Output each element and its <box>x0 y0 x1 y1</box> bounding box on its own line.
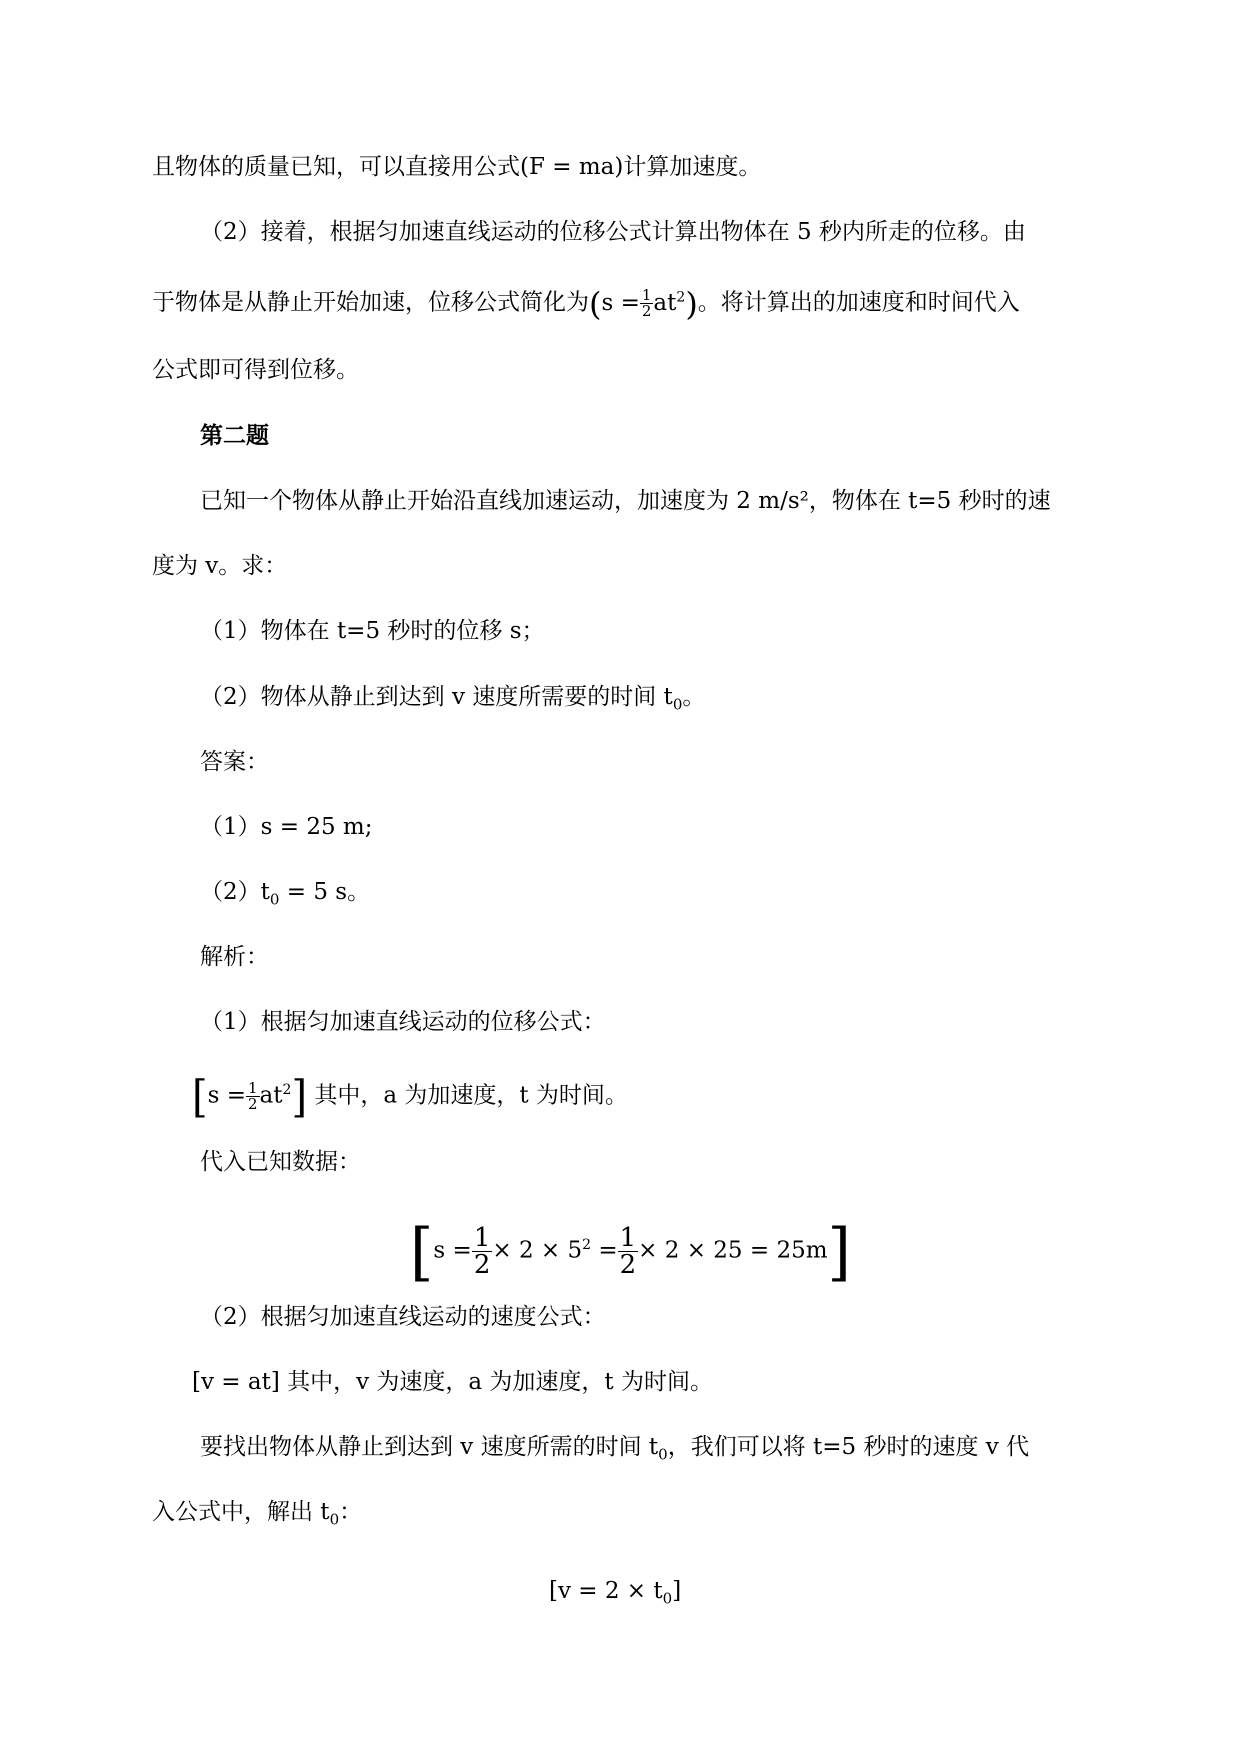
formula-displacement: [s = $\frac{1}{2}$ $at^2$] 其中，a 为加速度，t 为时间。 <box>192 1071 628 1122</box>
paragraph-line <box>152 281 1020 323</box>
fraction: $\frac{1}{2}$ <box>619 1223 637 1281</box>
fraction: $\frac{1}{2}$ <box>641 286 652 321</box>
formula-f-ma: (F = ma) <box>520 154 624 180</box>
answer-1: （1）s = 25 m; <box>200 814 373 840</box>
fraction: $\frac{1}{2}$ <box>248 1079 258 1114</box>
answer-2: $(2)t_0 = 5$ s。 <box>200 879 371 909</box>
problem-line: 度为 v。求： <box>152 553 288 579</box>
formula-velocity: [v = at] 其中，v 为速度，a 为加速度，t 为时间。 <box>192 1369 713 1395</box>
question-2: （2）物体从静止到达到 v 速度所需要的时间 $t_0$。 <box>200 684 706 714</box>
formula-displacement-inline: (s = $\frac{1}{2}$ $at^2$) <box>589 284 698 323</box>
analysis-step-2: （2）根据匀加速直线运动的速度公式： <box>200 1304 606 1330</box>
fraction: $\frac{1}{2}$ <box>473 1223 491 1281</box>
answer-label: 答案： <box>200 749 269 775</box>
find-line-2: 入公式中，解出 $t_0$： <box>152 1499 363 1529</box>
section-title: 第二题 <box>200 422 269 449</box>
analysis-step-1: （1）根据匀加速直线运动的位移公式： <box>200 1009 606 1035</box>
formula-calculation: [s = $\frac{1}{2}$ × $2 \times 5^2$ = $\frac{1}{2}$ × 2 × 25 = 25m] <box>410 1214 851 1289</box>
text: 于物体是从静止开始加速，位移公式简化为 <box>152 289 589 316</box>
find-line-1: 要找出物体从静止到达到 v 速度所需的时间 $t_0$，我们可以将 t=5 秒时的速度 v 代 <box>200 1434 1030 1464</box>
paragraph-line: 公式即可得到位移。 <box>152 357 359 383</box>
question-1: （1）物体在 t=5 秒时的位移 s； <box>200 618 545 644</box>
analysis-label: 解析： <box>200 944 269 970</box>
paragraph-line <box>152 151 761 183</box>
text: 计算加速度。 <box>623 154 762 180</box>
problem-line: 已知一个物体从静止开始沿直线加速运动，加速度为 2 m/s²，物体在 t=5 秒时的速 <box>200 488 1051 514</box>
text: 。将计算出的加速度和时间代入 <box>697 289 1020 316</box>
substitute-label: 代入已知数据： <box>200 1149 361 1175</box>
paragraph-line: （2）接着，根据匀加速直线运动的位移公式计算出物体在 5 秒内所走的位移。由 <box>200 219 1026 245</box>
text: 且物体的质量已知，可以直接用公式 <box>152 154 520 180</box>
formula-time: $[v = 2 \times t_0]$ <box>549 1578 682 1608</box>
